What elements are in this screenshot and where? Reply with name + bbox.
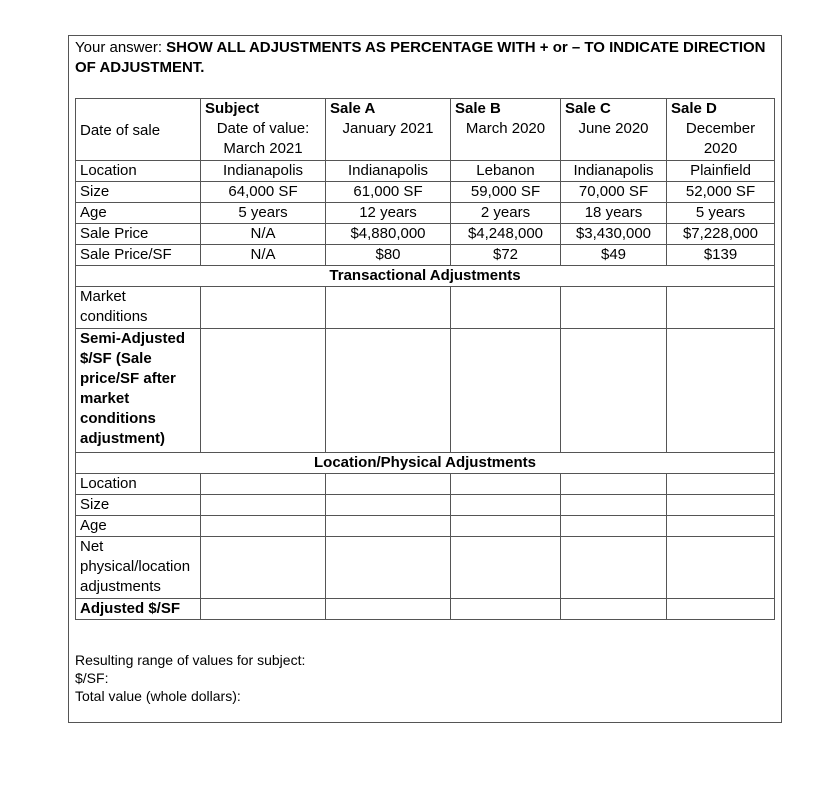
- row-label-size: Size: [76, 182, 201, 203]
- subject-net-adjustment-input[interactable]: [201, 537, 326, 599]
- row-label-sale-price-sf: Sale Price/SF: [76, 245, 201, 266]
- result-section: [75, 651, 305, 705]
- sale-a-location: Indianapolis: [326, 161, 451, 182]
- subject-size: 64,000 SF: [201, 182, 326, 203]
- sale-b-age: 2 years: [451, 203, 561, 224]
- subject-header-cell: [201, 99, 326, 161]
- sale-c-adjusted-psf-input[interactable]: [561, 599, 667, 620]
- row-label-location: Location: [76, 161, 201, 182]
- adjustment-grid: [75, 98, 775, 620]
- row-label-market-conditions: Market conditions: [76, 287, 201, 329]
- subject-age-adjustment-input[interactable]: [201, 516, 326, 537]
- row-label-net-adjustment: Net physical/location adjustments: [76, 537, 201, 599]
- sale-b-market-conditions-input[interactable]: [451, 287, 561, 329]
- sale-a-net-adjustment-input[interactable]: [326, 537, 451, 599]
- result-total-label[interactable]: Total value (whole dollars):: [75, 688, 241, 704]
- row-label-age-adjustment: Age: [76, 516, 201, 537]
- sale-a-header-cell: [326, 99, 451, 161]
- subject-date: Date of value: March 2021: [216, 120, 310, 157]
- sale-d-title: Sale D: [671, 100, 717, 117]
- subject-title: Subject: [205, 100, 260, 117]
- sale-c-size: 70,000 SF: [561, 182, 667, 203]
- location-adjustment-row: [76, 474, 775, 495]
- sale-price-sf-row: [76, 245, 775, 266]
- sale-d-adjusted-psf-input[interactable]: [667, 599, 775, 620]
- row-label-semi-adjusted: Semi-Adjusted $/SF (Sale price/SF after market conditions adjustment): [76, 329, 201, 453]
- age-row: [76, 203, 775, 224]
- sale-d-size-adjustment-input[interactable]: [667, 495, 775, 516]
- prompt-prefix: Your answer:: [75, 39, 167, 56]
- sale-d-location: Plainfield: [667, 161, 775, 182]
- header-row: [76, 99, 775, 161]
- sale-a-title: Sale A: [330, 100, 376, 117]
- semi-adjusted-row: [76, 329, 775, 453]
- subject-sale-price-sf: N/A: [201, 245, 326, 266]
- sale-b-semi-adjusted-input[interactable]: [451, 329, 561, 453]
- size-adjustment-row: [76, 495, 775, 516]
- sale-b-size-adjustment-input[interactable]: [451, 495, 561, 516]
- subject-adjusted-psf-input[interactable]: [201, 599, 326, 620]
- row-label-sale-price: Sale Price: [76, 224, 201, 245]
- subject-location: Indianapolis: [201, 161, 326, 182]
- sale-d-age: 5 years: [667, 203, 775, 224]
- location-physical-heading: Location/Physical Adjustments: [76, 453, 775, 474]
- sale-b-net-adjustment-input[interactable]: [451, 537, 561, 599]
- sale-b-size: 59,000 SF: [451, 182, 561, 203]
- answer-prompt: [75, 38, 775, 78]
- sale-d-size: 52,000 SF: [667, 182, 775, 203]
- net-adjustment-row: [76, 537, 775, 599]
- transactional-heading: Transactional Adjustments: [76, 266, 775, 287]
- sale-c-header-cell: [561, 99, 667, 161]
- sale-d-location-adjustment-input[interactable]: [667, 474, 775, 495]
- sale-d-semi-adjusted-input[interactable]: [667, 329, 775, 453]
- result-range-label: Resulting range of values for subject:: [75, 652, 306, 668]
- sale-d-sale-price-sf: $139: [667, 245, 775, 266]
- sale-c-sale-price: $3,430,000: [561, 224, 667, 245]
- sale-b-title: Sale B: [455, 100, 501, 117]
- sale-a-age: 12 years: [326, 203, 451, 224]
- row-label-size-adjustment: Size: [76, 495, 201, 516]
- sale-b-age-adjustment-input[interactable]: [451, 516, 561, 537]
- result-psf-label[interactable]: $/SF:: [75, 670, 109, 686]
- sale-a-age-adjustment-input[interactable]: [326, 516, 451, 537]
- sale-c-age-adjustment-input[interactable]: [561, 516, 667, 537]
- sale-a-date: January 2021: [342, 120, 434, 137]
- sale-c-net-adjustment-input[interactable]: [561, 537, 667, 599]
- subject-age: 5 years: [201, 203, 326, 224]
- sale-d-date: December 2020: [685, 120, 756, 157]
- subject-sale-price: N/A: [201, 224, 326, 245]
- sale-b-adjusted-psf-input[interactable]: [451, 599, 561, 620]
- subject-market-conditions-input[interactable]: [201, 287, 326, 329]
- row-label-adjusted-psf: Adjusted $/SF: [76, 599, 201, 620]
- sale-b-location: Lebanon: [451, 161, 561, 182]
- sale-a-sale-price-sf: $80: [326, 245, 451, 266]
- sale-a-market-conditions-input[interactable]: [326, 287, 451, 329]
- prompt-instruction: SHOW ALL ADJUSTMENTS AS PERCENTAGE WITH + or – TO INDICATE DIRECTION OF ADJUSTMENT.: [75, 39, 766, 76]
- row-label-date-of-sale: Date of sale: [76, 99, 201, 161]
- sale-d-sale-price: $7,228,000: [667, 224, 775, 245]
- age-adjustment-row: [76, 516, 775, 537]
- sale-c-market-conditions-input[interactable]: [561, 287, 667, 329]
- sale-a-sale-price: $4,880,000: [326, 224, 451, 245]
- subject-location-adjustment-input[interactable]: [201, 474, 326, 495]
- subject-semi-adjusted-input[interactable]: [201, 329, 326, 453]
- subject-size-adjustment-input[interactable]: [201, 495, 326, 516]
- size-row: [76, 182, 775, 203]
- sale-c-location: Indianapolis: [561, 161, 667, 182]
- sale-price-row: [76, 224, 775, 245]
- adjusted-psf-row: [76, 599, 775, 620]
- sale-a-size-adjustment-input[interactable]: [326, 495, 451, 516]
- sale-c-date: June 2020: [578, 120, 649, 137]
- sale-b-location-adjustment-input[interactable]: [451, 474, 561, 495]
- market-conditions-row: [76, 287, 775, 329]
- sale-d-net-adjustment-input[interactable]: [667, 537, 775, 599]
- sale-a-semi-adjusted-input[interactable]: [326, 329, 451, 453]
- sale-b-sale-price-sf: $72: [451, 245, 561, 266]
- sale-b-date: March 2020: [465, 120, 546, 137]
- sale-d-header-cell: [667, 99, 775, 161]
- sale-c-size-adjustment-input[interactable]: [561, 495, 667, 516]
- sale-a-adjusted-psf-input[interactable]: [326, 599, 451, 620]
- sale-a-location-adjustment-input[interactable]: [326, 474, 451, 495]
- sale-d-market-conditions-input[interactable]: [667, 287, 775, 329]
- sale-a-size: 61,000 SF: [326, 182, 451, 203]
- sale-c-sale-price-sf: $49: [561, 245, 667, 266]
- row-label-location-adjustment: Location: [76, 474, 201, 495]
- sale-b-sale-price: $4,248,000: [451, 224, 561, 245]
- sale-b-header-cell: [451, 99, 561, 161]
- sale-c-semi-adjusted-input[interactable]: [561, 329, 667, 453]
- sale-c-location-adjustment-input[interactable]: [561, 474, 667, 495]
- transactional-section-row: [76, 266, 775, 287]
- sale-c-title: Sale C: [565, 100, 611, 117]
- row-label-age: Age: [76, 203, 201, 224]
- sale-d-age-adjustment-input[interactable]: [667, 516, 775, 537]
- location-physical-section-row: [76, 453, 775, 474]
- sale-c-age: 18 years: [561, 203, 667, 224]
- location-row: [76, 161, 775, 182]
